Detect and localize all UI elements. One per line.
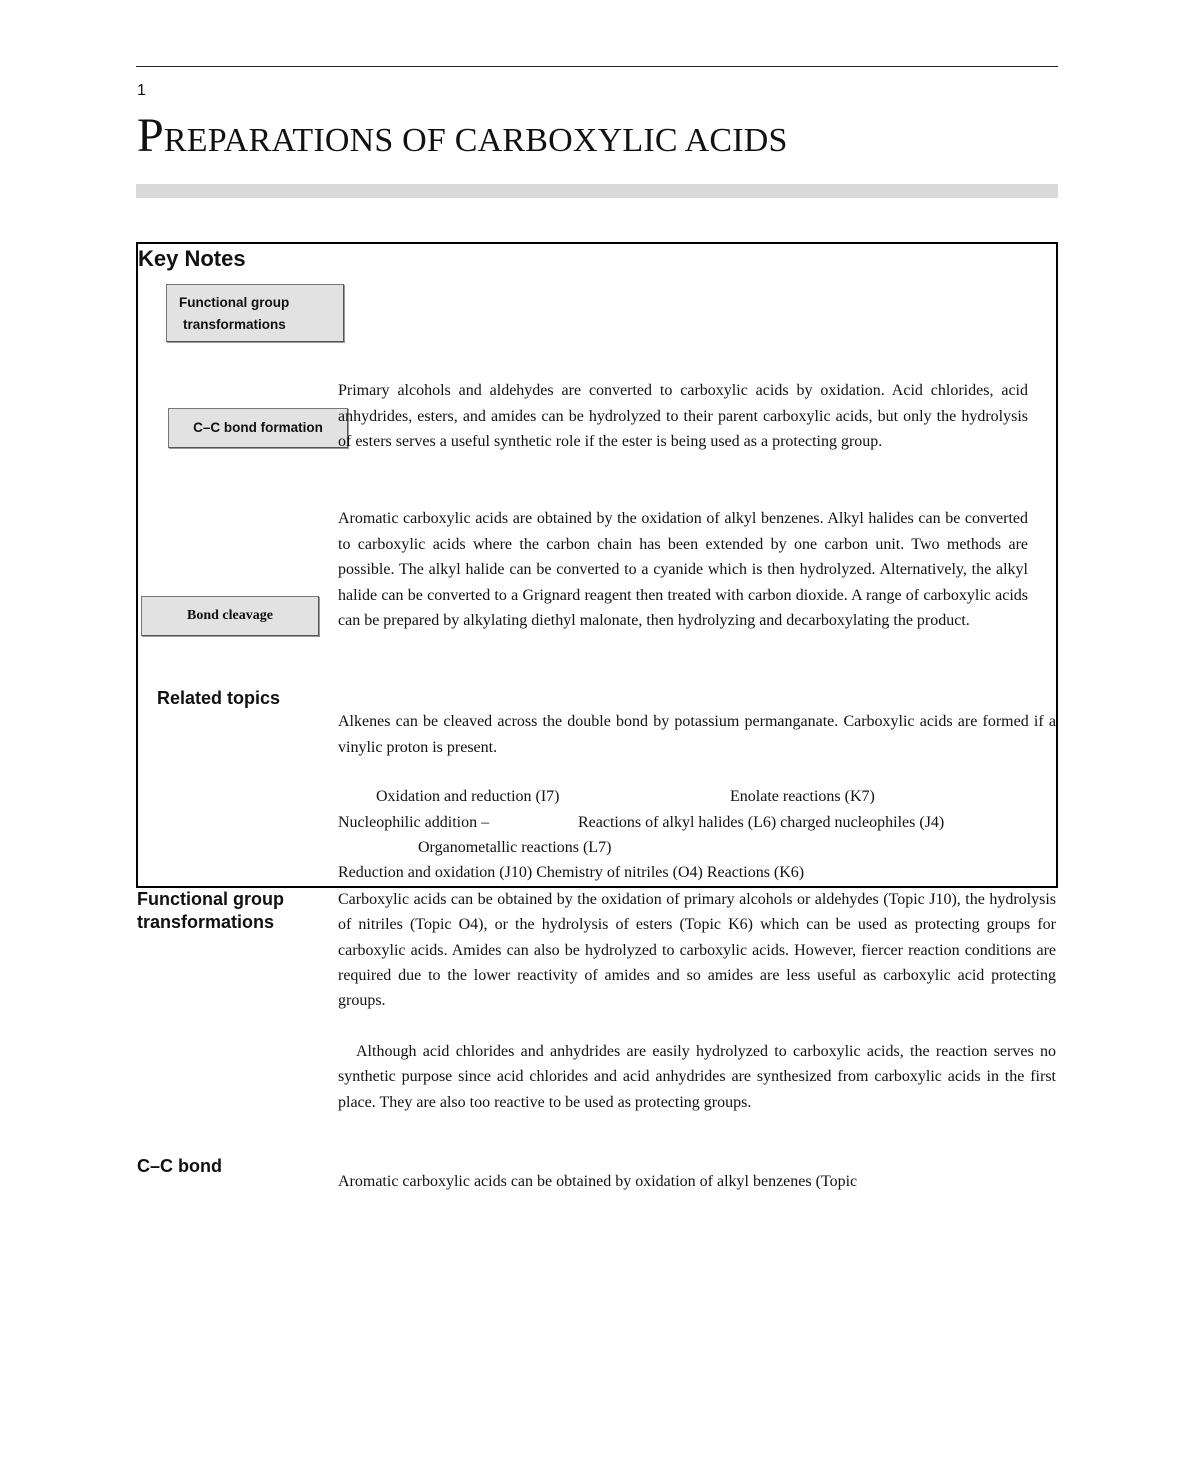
section-heading-line: transformations [137, 912, 275, 932]
title-initial: P [137, 109, 164, 162]
related-topic: Organometallic reactions (L7) [418, 839, 612, 856]
key-note-cc-bond-text: Aromatic carboxylic acids are obtained by the oxidation of alkyl benzenes. Alkyl halides can be converted to carboxylic acids where the carbon chain has been extended by one carbon unit. Two methods are possible. The alkyl halide can be converted to a cyanide which is then hydrolyzed. Alternatively, the alkyl halide can be converted to a Grignard reagent then treated with carbon dioxide. A range of carboxylic acids can be prepared by alkylating diethyl malonate, then hydrolyzing and decarboxylating the product. [338, 510, 1028, 629]
key-notes-heading: Key Notes [138, 246, 246, 271]
page-number: 1 [137, 82, 146, 99]
related-topic: Enolate reactions (K7) [730, 788, 875, 805]
label-functional-line1: Functional group [179, 295, 290, 310]
related-topic: Reactions of alkyl halides (L6) charged nucleophiles (J4) [578, 814, 945, 831]
label-bond-cleavage: Bond cleavage [141, 596, 319, 636]
label-functional-group [166, 284, 344, 342]
section-heading-cc-bond: C–C bond [137, 1156, 222, 1176]
page-title [137, 108, 788, 163]
key-notes-box [136, 242, 1058, 888]
related-topics-heading: Related topics [157, 688, 281, 708]
related-topic: Nucleophilic addition – [338, 814, 490, 831]
section-heading-line: Functional group [137, 889, 284, 909]
title-rest: REPARATIONS OF CARBOXYLIC ACIDS [163, 122, 788, 159]
top-rule [136, 66, 1058, 67]
title-underbar [136, 184, 1058, 198]
section-paragraph: Although acid chlorides and anhydrides are easily hydrolyzed to carboxylic acids, the reaction serves no synthetic purpose since acid chlorides and acid anhydrides are synthesized from carboxylic acids in the first place. They are also too reactive to be used as protecting groups. [338, 1043, 1056, 1111]
related-topic: Reduction and oxidation (J10) Chemistry of nitriles (O4) Reactions (K6) [338, 864, 805, 881]
key-note-functional-text: Primary alcohols and aldehydes are converted to carboxylic acids by oxidation. Acid chlorides, acid anhydrides, esters, and amides can be hydrolyzed to their parent carboxylic acids, but only the hydrolysis of esters serves a useful synthetic role if the ester is being used as a protecting group. [338, 382, 1028, 450]
label-functional-line2: transformations [183, 317, 286, 332]
key-note-cleavage-text: Alkenes can be cleaved across the double bond by potassium permanganate. Carboxylic acids are formed if a vinylic proton is present. [338, 713, 1056, 756]
label-cc-bond: C–C bond formation [168, 408, 348, 448]
related-topic: Oxidation and reduction (I7) [376, 788, 560, 805]
section-heading-functional [137, 888, 284, 934]
section-paragraph: Aromatic carboxylic acids can be obtained by oxidation of alkyl benzenes (Topic [338, 1173, 858, 1190]
section-paragraph: Carboxylic acids can be obtained by the oxidation of primary alcohols or aldehydes (Topic J10), the hydrolysis of nitriles (Topic O4), or the hydrolysis of esters (Topic K6) which can be used as protecting groups for carboxylic acids. Amides can also be hydrolyzed to carboxylic acids. However, fiercer reaction conditions are required due to the lower reactivity of amides and so amides are less useful as carboxylic acid protecting groups. [338, 891, 1056, 1010]
